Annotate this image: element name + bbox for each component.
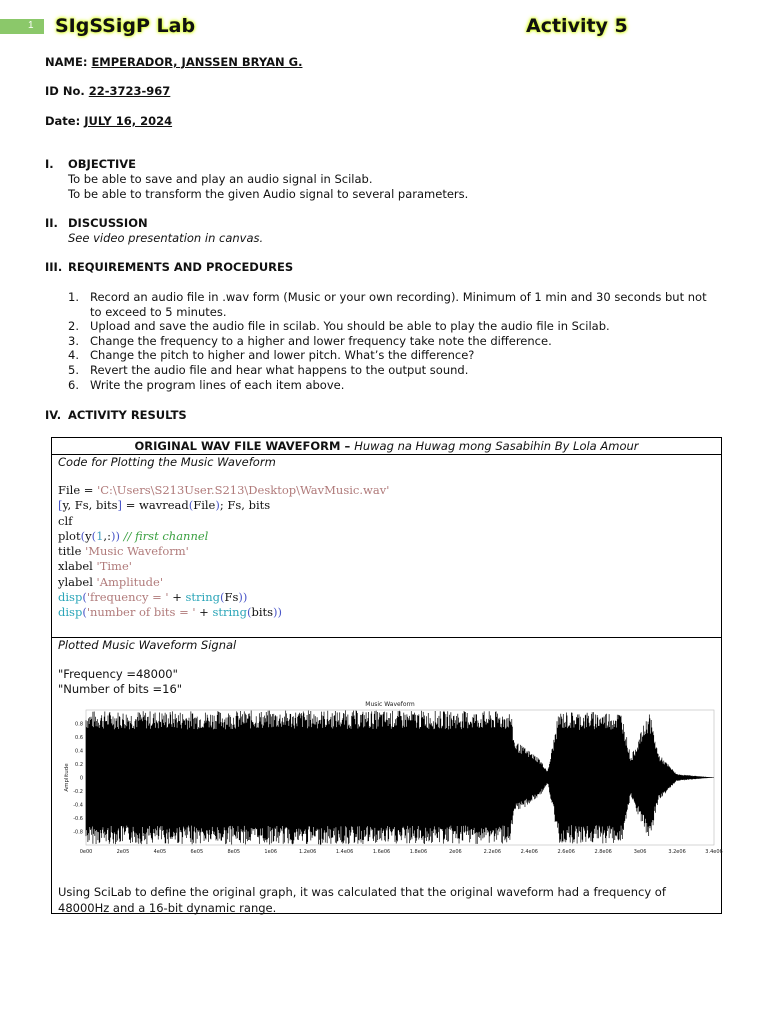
page-number: 1 xyxy=(28,20,34,31)
y-tick-label: 0.2 xyxy=(75,762,83,768)
results-table xyxy=(51,437,722,914)
page-number-badge xyxy=(0,19,44,34)
y-tick-label: 0 xyxy=(79,775,83,782)
waveform-chart xyxy=(58,699,723,863)
plot-cell xyxy=(52,638,721,915)
x-tick-label: 6e05 xyxy=(190,849,204,855)
list-item: 6. Write the program lines of each item above. xyxy=(68,377,345,392)
x-tick-label: 1.4e06 xyxy=(335,849,354,855)
x-tick-label: 1.6e06 xyxy=(372,849,391,855)
section-results-heading: IV. ACTIVITY RESULTS xyxy=(45,408,187,422)
x-tick-label: 3.4e06 xyxy=(705,849,723,855)
table-title-row xyxy=(52,438,721,455)
code-line: ylabel 'Amplitude' xyxy=(58,574,163,589)
discussion-text: See video presentation in canvas. xyxy=(68,231,264,245)
code-line: title 'Music Waveform' xyxy=(58,544,189,559)
code-block xyxy=(58,483,389,621)
lab-title: SIgSSigP Lab xyxy=(55,15,196,37)
x-tick-label: 8e05 xyxy=(227,849,241,855)
x-tick-label: 2e06 xyxy=(449,849,462,855)
x-tick-label: 1.8e06 xyxy=(409,849,428,855)
x-tick-label: 2.6e06 xyxy=(557,849,575,855)
list-item: 2. Upload and save the audio file in scilab. You should be able to play the audio file in Scilab. xyxy=(68,319,610,334)
x-tick-label: 2e05 xyxy=(116,849,130,855)
date-line xyxy=(45,114,172,128)
code-line: [y, Fs, bits] = wavread(File); Fs, bits xyxy=(58,498,271,513)
song-title: Huwag na Huwag mong Sasabihin By Lola Amour xyxy=(354,439,639,453)
y-axis-label: Amplitude xyxy=(64,763,70,792)
name-line xyxy=(45,55,302,69)
y-tick-label: -0.6 xyxy=(73,816,83,822)
chart-title: Music Waveform xyxy=(365,701,415,708)
x-tick-label: 2.8e06 xyxy=(594,849,612,855)
table-title: ORIGINAL WAV FILE WAVEFORM – xyxy=(134,439,355,453)
x-tick-label: 3.2e06 xyxy=(668,849,686,855)
list-item: 4. Change the pitch to higher and lower pitch. What’s the difference? xyxy=(68,348,475,363)
code-line: plot(y(1,:)) // first channel xyxy=(58,528,209,543)
x-tick-label: 0e00 xyxy=(79,849,93,855)
y-tick-label: 0.8 xyxy=(75,721,83,728)
code-header: Code for Plotting the Music Waveform xyxy=(58,455,276,469)
name-value: EMPERADOR, JANSSEN BRYAN G. xyxy=(91,55,303,69)
procedure-list xyxy=(68,290,718,392)
output-frequency: "Frequency =48000" xyxy=(58,667,178,681)
id-line xyxy=(45,84,170,98)
y-tick-label: -0.8 xyxy=(73,829,83,836)
section-objective-heading: I. OBJECTIVE xyxy=(45,157,136,171)
code-line: disp('frequency = ' + string(Fs)) xyxy=(58,590,248,605)
code-line: xlabel 'Time' xyxy=(58,559,132,574)
section-discussion-heading: II. DISCUSSION xyxy=(45,216,148,230)
name-label: NAME: xyxy=(45,55,88,69)
x-tick-label: 2.4e06 xyxy=(520,849,538,855)
activity-title: Activity 5 xyxy=(526,15,628,37)
x-tick-label: 3e06 xyxy=(633,849,647,855)
result-paragraph: Using SciLab to define the original graph, it was calculated that the original waveform had a frequency of 48000Hz and a 16-bit dynamic range. xyxy=(58,885,666,915)
id-value: 22-3723-967 xyxy=(88,84,171,98)
waveform-series xyxy=(86,710,712,844)
code-line: disp('number of bits = ' + string(bits)) xyxy=(58,605,282,620)
objective-line-1: To be able to save and play an audio signal in Scilab. xyxy=(68,172,373,186)
section-requirements-heading: III. REQUIREMENTS AND PROCEDURES xyxy=(45,260,294,274)
y-tick-label: -0.2 xyxy=(73,789,83,795)
list-item: 3. Change the frequency to a higher and lower frequency take note the difference. xyxy=(68,333,552,348)
x-tick-label: 1.2e06 xyxy=(298,849,317,855)
objective-line-2: To be able to transform the given Audio signal to several parameters. xyxy=(68,187,469,201)
code-line: File = 'C:\Users\S213User.S213\Desktop\WavMusic.wav' xyxy=(58,483,390,497)
x-tick-label: 4e05 xyxy=(153,849,167,855)
plot-header: Plotted Music Waveform Signal xyxy=(58,638,237,652)
list-item: 5. Revert the audio file and hear what happens to the output sound. xyxy=(68,362,469,377)
x-tick-label: 1e06 xyxy=(264,849,278,855)
y-tick-label: 0.4 xyxy=(75,748,83,755)
y-tick-label: -0.4 xyxy=(73,802,83,809)
output-bits: "Number of bits =16" xyxy=(58,682,183,696)
x-tick-label: 2.2e06 xyxy=(483,849,502,855)
list-item: 1. Record an audio file in .wav form (Music or your own recording). Minimum of 1 min and 30 seconds but not to exceed to 5 minutes. xyxy=(68,290,707,319)
date-value: JULY 16, 2024 xyxy=(84,114,173,128)
code-cell xyxy=(52,454,721,638)
code-line: clf xyxy=(58,513,73,528)
id-label: ID No. xyxy=(45,84,85,98)
date-label: Date: xyxy=(45,114,81,128)
y-tick-label: 0.6 xyxy=(75,735,83,741)
